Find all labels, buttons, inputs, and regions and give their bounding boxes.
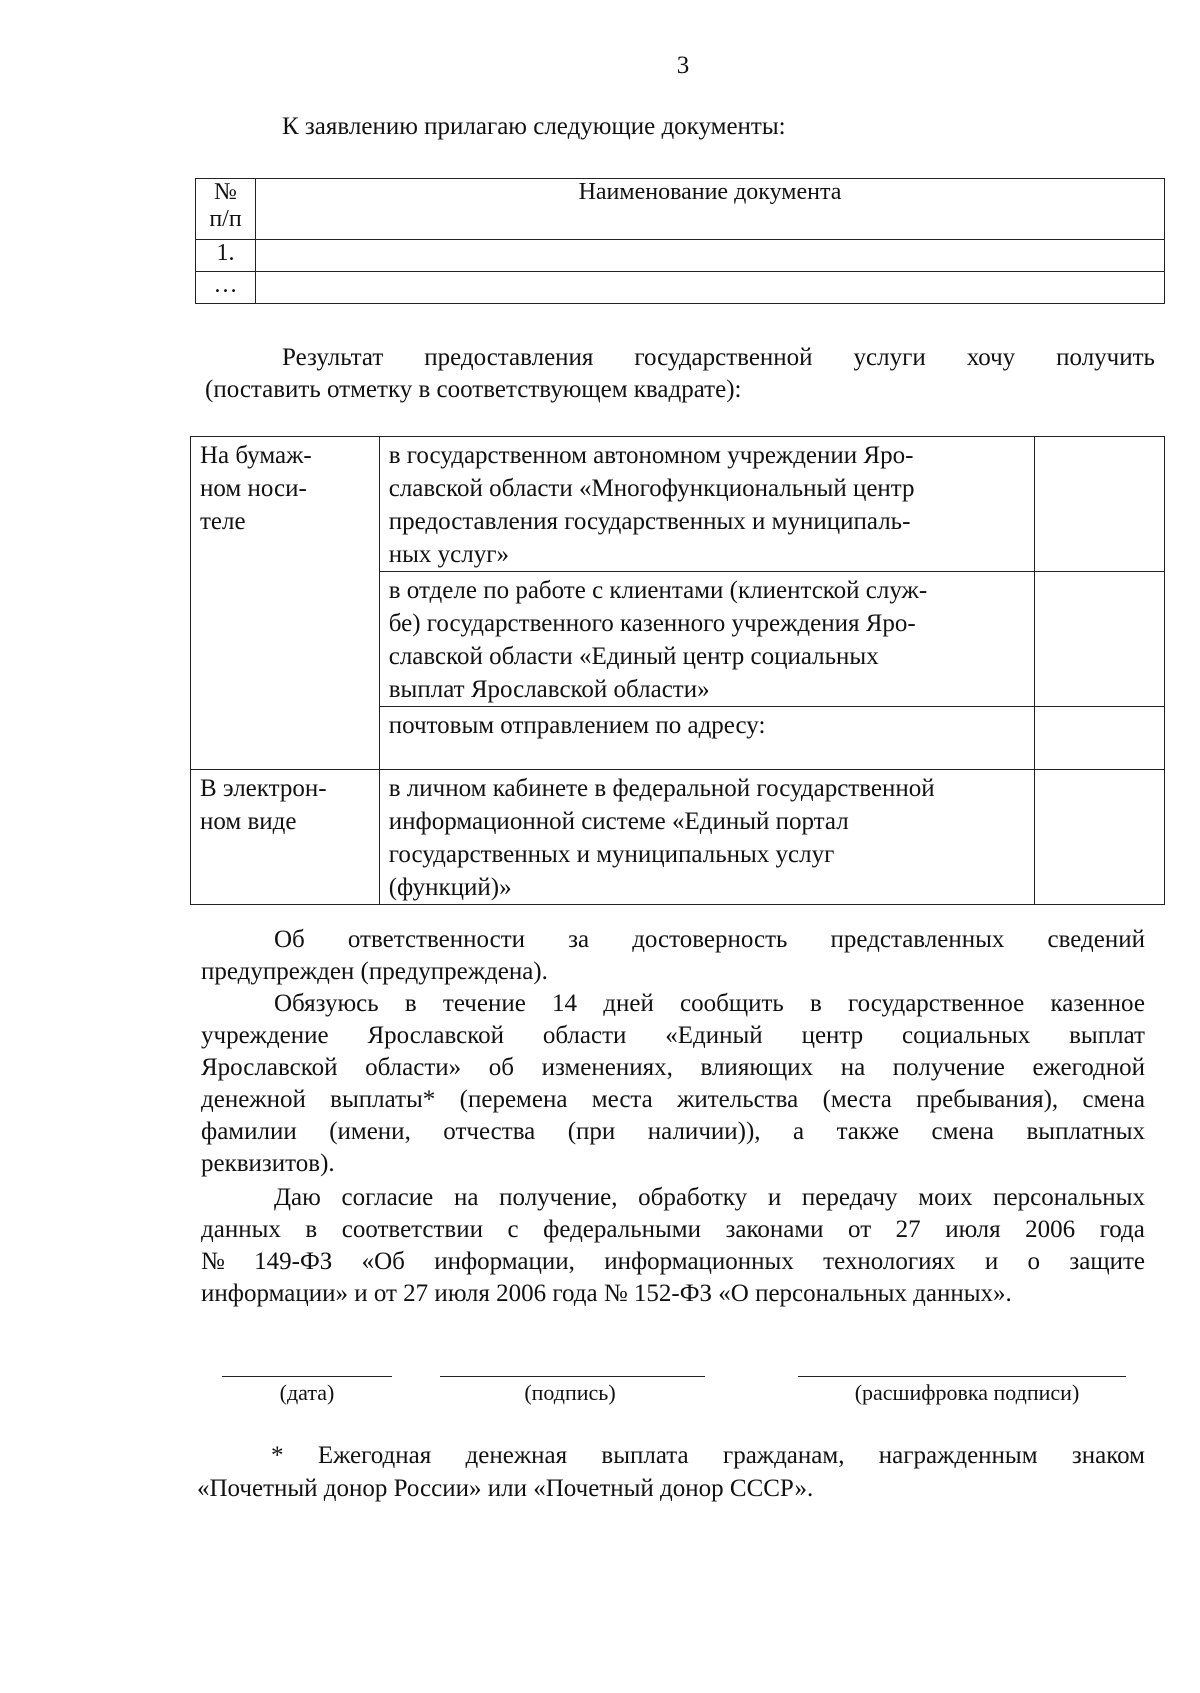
document-name-field[interactable] <box>256 240 1165 272</box>
option-line: в государственном автономном учреждении Яро- <box>388 442 914 469</box>
page-number: 3 <box>676 52 690 79</box>
paragraph-line: учреждение Ярославской области «Единый центр социальных выплат <box>201 1022 1145 1049</box>
category-line: ном виде <box>200 808 297 835</box>
category-line: На бумаж- <box>200 442 312 469</box>
table-header-row <box>196 179 1165 240</box>
num-header-sublabel: п/п <box>209 206 242 232</box>
document-name-field[interactable] <box>256 272 1165 304</box>
option-line: бе) государственного казенного учреждения Яро- <box>388 610 916 637</box>
result-method-table <box>190 436 1165 905</box>
paragraph-line: фамилии (имени, отчества (при наличии)), а также смена выплатных <box>201 1118 1145 1145</box>
category-line: ном носи- <box>200 475 307 502</box>
paragraph-line: информации» и от 27 июля 2006 года № 152-ФЗ «О персональных данных». <box>201 1280 1012 1307</box>
paragraph-line: Об ответственности за достоверность представленных сведений <box>274 926 1145 953</box>
option-mfc <box>379 437 1034 572</box>
paragraph-line: Даю согласие на получение, обработку и передачу моих персональных <box>274 1184 1145 1211</box>
documents-intro: К заявлению прилагаю следующие документы: <box>282 113 786 140</box>
category-electronic <box>191 770 380 905</box>
category-line: теле <box>200 508 246 535</box>
option-line: информационной системе «Единый портал <box>388 808 849 835</box>
option-client-service <box>379 572 1034 707</box>
option-line: славской области «Многофункциональный центр <box>388 475 915 502</box>
num-header-cell <box>196 179 256 240</box>
footnote-line: * Ежегодная денежная выплата гражданам, награжденным знаком <box>271 1442 1145 1469</box>
option-line: в личном кабинете в федеральной государственной <box>388 775 935 802</box>
date-line[interactable] <box>222 1376 392 1377</box>
option-postal <box>379 707 1034 770</box>
result-option-row <box>191 437 1165 572</box>
option-line: (функций)» <box>388 874 512 901</box>
name-header-label: Наименование документа <box>578 179 842 205</box>
checkbox-postal[interactable] <box>1034 707 1164 770</box>
paragraph-line: данных в соответствии с федеральными законами от 27 июля 2006 года <box>201 1216 1145 1243</box>
table-row <box>196 272 1165 304</box>
checkbox-gosuslugi[interactable] <box>1034 770 1164 905</box>
option-line: выплат Ярославской области» <box>388 676 710 703</box>
category-line: В электрон- <box>200 775 327 802</box>
signature-label: (подпись) <box>524 1380 616 1405</box>
paragraph-line: предупрежден (предупреждена). <box>201 958 548 985</box>
result-intro-line1: Результат предоставления государственной услуги хочу получить <box>282 344 1155 371</box>
checkbox-mfc[interactable] <box>1034 437 1164 572</box>
paragraph-line: реквизитов). <box>201 1150 335 1177</box>
documents-table <box>195 178 1165 304</box>
name-header-cell <box>256 179 1165 240</box>
table-row <box>196 240 1165 272</box>
option-line: ных услуг» <box>388 541 509 568</box>
option-line: славской области «Единый центр социальных <box>388 643 879 670</box>
option-line: государственных и муниципальных услуг <box>388 841 835 868</box>
paragraph-line: денежной выплаты* (перемена места жительства (места пребывания), смена <box>201 1086 1145 1113</box>
option-line: в отделе по работе с клиентами (клиентской служ- <box>388 577 928 604</box>
option-line: предоставления государственных и муниципаль- <box>388 508 911 535</box>
checkbox-client-service[interactable] <box>1034 572 1164 707</box>
signature-line[interactable] <box>440 1376 705 1377</box>
option-line: почтовым отправлением по адресу: <box>388 712 766 739</box>
result-option-row <box>191 770 1165 905</box>
row-number: 1. <box>196 240 256 272</box>
result-intro-line2: (поставить отметку в соответствующем квадрате): <box>205 376 742 403</box>
decode-line[interactable] <box>798 1376 1126 1377</box>
paragraph-line: Обязуюсь в течение 14 дней сообщить в государственное казенное <box>274 990 1145 1017</box>
category-paper <box>191 437 380 770</box>
footnote-line: «Почетный донор России» или «Почетный донор СССР». <box>197 1475 814 1502</box>
row-number: … <box>196 272 256 304</box>
date-label: (дата) <box>279 1380 335 1405</box>
decode-label: (расшифровка подписи) <box>854 1380 1080 1405</box>
num-header-label: № <box>214 179 237 205</box>
paragraph-line: Ярославской области» об изменениях, влияющих на получение ежегодной <box>201 1054 1145 1081</box>
option-gosuslugi <box>379 770 1034 905</box>
paragraph-line: № 149-ФЗ «Об информации, информационных технологиях и о защите <box>201 1248 1145 1275</box>
